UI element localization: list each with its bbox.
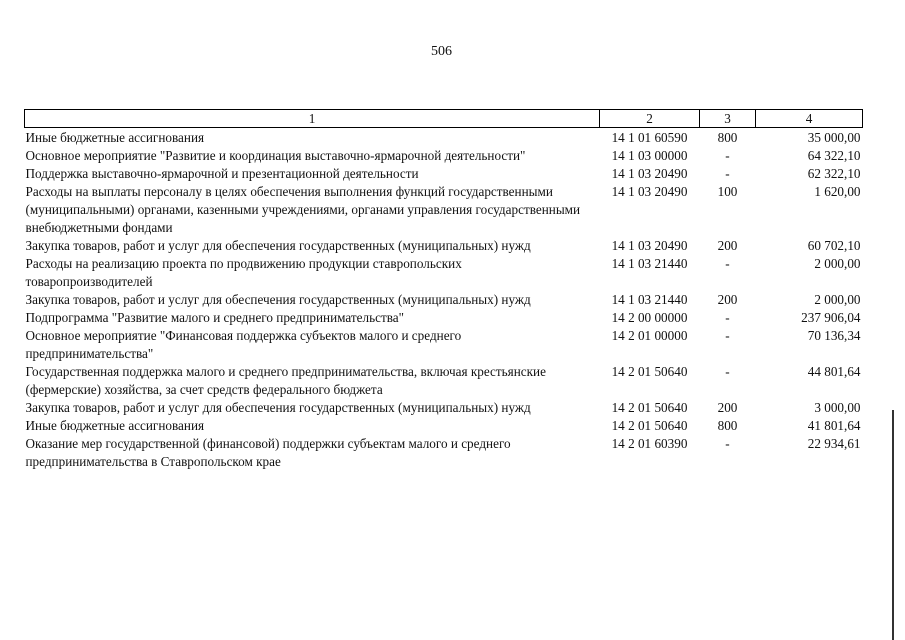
- row-type: 100: [717, 184, 738, 199]
- row-name: Закупка товаров, работ и услуг для обеспечения государственных (муниципальных) нужд: [25, 292, 531, 307]
- row-name: Закупка товаров, работ и услуг для обеспечения государственных (муниципальных) нужд: [25, 400, 531, 415]
- table-row: [25, 327, 863, 363]
- row-type: 200: [717, 292, 738, 307]
- row-type: 800: [717, 130, 738, 145]
- table-row: [25, 165, 863, 183]
- row-amount: 41 801,64: [807, 418, 861, 433]
- row-name: Иные бюджетные ассигнования: [25, 418, 205, 433]
- row-name: Основное мероприятие "Финансовая поддержка субъектов малого и среднего предпринимательства": [25, 328, 462, 361]
- row-code: 14 1 03 21440: [611, 256, 688, 271]
- table-row: [25, 291, 863, 309]
- row-amount: 64 322,10: [807, 148, 861, 163]
- row-code: 14 2 01 50640: [611, 400, 688, 415]
- table-row: [25, 255, 863, 291]
- row-type: -: [725, 310, 730, 325]
- row-code: 14 2 01 60390: [611, 436, 688, 451]
- row-code: 14 1 03 20490: [611, 184, 688, 199]
- row-amount: 2 000,00: [814, 256, 861, 271]
- table-body: [25, 128, 863, 472]
- row-amount: 62 322,10: [807, 166, 861, 181]
- budget-table: [24, 109, 863, 471]
- table-row: [25, 183, 863, 237]
- header-col-2: 2: [600, 110, 700, 128]
- row-amount: 70 136,34: [807, 328, 861, 343]
- table-row: [25, 399, 863, 417]
- row-name: Поддержка выставочно-ярмарочной и презентационной деятельности: [25, 166, 419, 181]
- row-name: Расходы на реализацию проекта по продвижению продукции ставропольских товаропроизводителей: [25, 256, 462, 289]
- row-name: Закупка товаров, работ и услуг для обеспечения государственных (муниципальных) нужд: [25, 238, 531, 253]
- row-name: Иные бюджетные ассигнования: [25, 130, 205, 145]
- row-type: -: [725, 436, 730, 451]
- row-amount: 1 620,00: [814, 184, 861, 199]
- row-code: 14 2 01 50640: [611, 364, 688, 379]
- row-name: Основное мероприятие "Развитие и координация выставочно-ярмарочной деятельности": [25, 148, 526, 163]
- table-row: [25, 435, 863, 471]
- row-name: Подпрограмма "Развитие малого и среднего предпринимательства": [25, 310, 405, 325]
- row-amount: 2 000,00: [814, 292, 861, 307]
- row-code: 14 2 01 50640: [611, 418, 688, 433]
- header-col-3: 3: [700, 110, 756, 128]
- row-amount: 60 702,10: [807, 238, 861, 253]
- row-amount: 35 000,00: [807, 130, 861, 145]
- row-name: Оказание мер государственной (финансовой) поддержки субъектам малого и среднего предпринимательства в Ставропольском крае: [25, 436, 511, 469]
- table-header: [25, 110, 863, 128]
- row-type: 200: [717, 400, 738, 415]
- row-name: Государственная поддержка малого и среднего предпринимательства, включая крестьянские (фермерские) хозяйства, за счет средств федерального бюджета: [25, 364, 546, 397]
- row-type: -: [725, 364, 730, 379]
- table-row: [25, 309, 863, 327]
- row-code: 14 1 03 00000: [611, 148, 688, 163]
- table-row: [25, 147, 863, 165]
- row-name: Расходы на выплаты персоналу в целях обеспечения выполнения функций государственными (муниципальными) органами, казенными учреждениями, органами управления государственными внебюджетными фондами: [25, 184, 581, 235]
- row-code: 14 1 03 20490: [611, 166, 688, 181]
- page-edge-line: [892, 410, 894, 640]
- row-amount: 22 934,61: [807, 436, 861, 451]
- row-type: -: [725, 148, 730, 163]
- header-row: [25, 110, 863, 128]
- row-code: 14 1 03 21440: [611, 292, 688, 307]
- header-col-1: 1: [25, 110, 600, 128]
- row-type: 200: [717, 238, 738, 253]
- row-code: 14 1 03 20490: [611, 238, 688, 253]
- row-type: -: [725, 256, 730, 271]
- row-amount: 44 801,64: [807, 364, 861, 379]
- row-type: -: [725, 166, 730, 181]
- page-number: 506: [431, 44, 452, 59]
- header-col-4: 4: [756, 110, 863, 128]
- table-row: [25, 417, 863, 435]
- row-code: 14 1 01 60590: [611, 130, 688, 145]
- row-code: 14 2 01 00000: [611, 328, 688, 343]
- row-type: 800: [717, 418, 738, 433]
- table-row: [25, 363, 863, 399]
- row-code: 14 2 00 00000: [611, 310, 688, 325]
- table-row: [25, 128, 863, 148]
- row-amount: 3 000,00: [814, 400, 861, 415]
- row-amount: 237 906,04: [801, 310, 861, 325]
- row-type: -: [725, 328, 730, 343]
- table-row: [25, 237, 863, 255]
